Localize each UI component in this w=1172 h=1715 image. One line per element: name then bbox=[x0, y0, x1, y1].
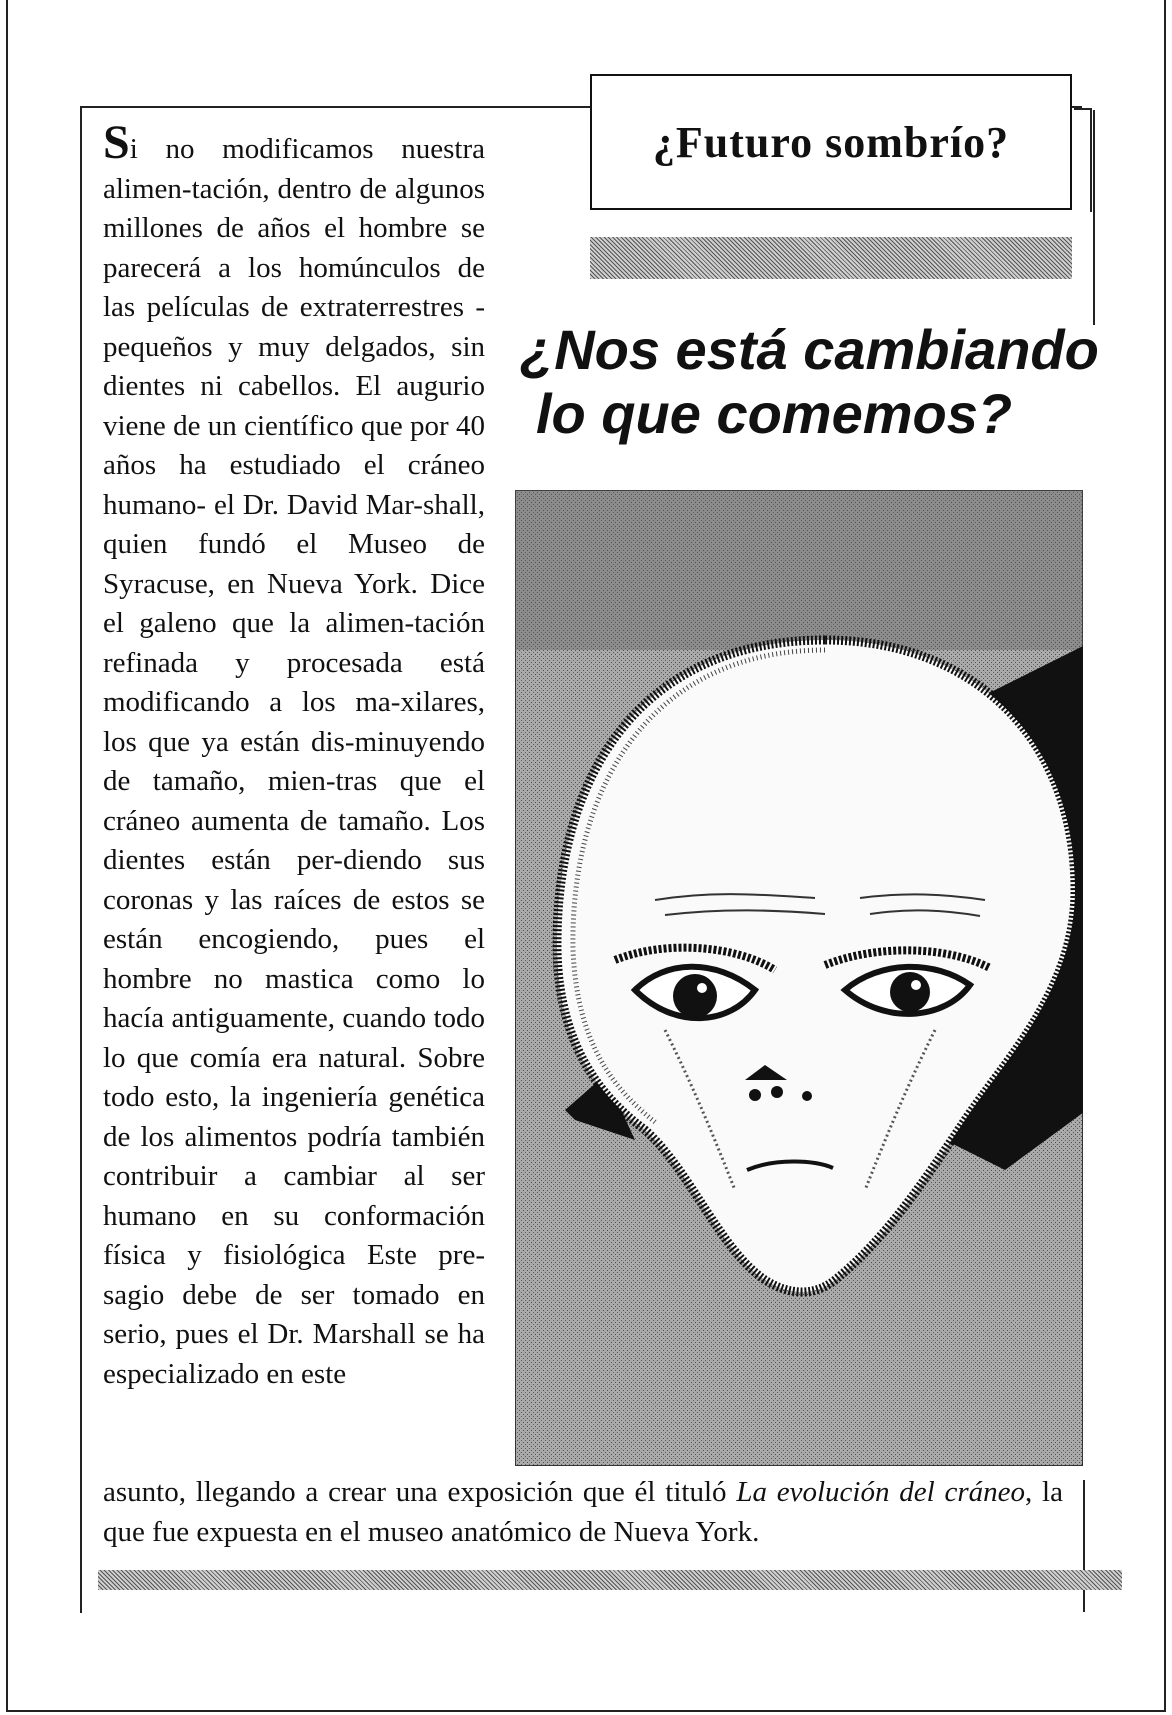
frame-rule bbox=[1093, 110, 1095, 325]
kicker-title: ¿Futuro sombrío? bbox=[652, 117, 1010, 167]
drop-cap: S bbox=[103, 116, 130, 169]
hatched-divider-bottom bbox=[98, 1570, 1122, 1590]
headline-line-1: ¿Nos está cambiando bbox=[520, 318, 1099, 381]
exhibition-title: La evolución del cráneo bbox=[736, 1476, 1026, 1508]
frame-rule bbox=[1083, 1480, 1085, 1612]
article-tail-text-end: , la que fue expuesta en el museo anatómico de Nueva York. bbox=[103, 1476, 1063, 1548]
headline-line-2: lo que comemos? bbox=[536, 382, 1013, 445]
hatched-divider bbox=[590, 237, 1072, 279]
title-box-shadow bbox=[1074, 108, 1092, 212]
alien-head-icon bbox=[515, 490, 1083, 1466]
article-body-text: i no modificamos nuestra alimen-tación, dentro de algunos millones de años el hombre se parecerá a los homúnculos de las películas de extraterrestres - pequeños y muy delgados, sin dientes ni cabellos. El augurio viene de un científico que por 40 años ha estudiado el cráneo humano- el Dr. David Mar-shall, quien fundó el Museo de Syracuse, en Nueva York. Dice el galeno que la alimen-tación refinada y procesada está modificando a los ma-xilares, los que ya están dis-minuyendo de tamaño, mien-tras que el cráneo aumenta de tamaño. Los dientes están per-diendo sus coronas y las raíces de estos se están encogiendo, pues el hombre no mastica como lo hacía antiguamente, cuando todo lo que comía era natural. Sobre todo esto, la ingeniería genética de los alimentos podría también contribuir a cambiar al ser humano en su conformación física y fisiológica Este pre-sagio debe de ser tomado en serio, pues el Dr. Marshall se ha especializado en este bbox=[103, 133, 485, 1390]
article-body-column bbox=[103, 116, 485, 1394]
alien-head-illustration bbox=[515, 490, 1083, 1466]
headline bbox=[520, 318, 1140, 446]
kicker-box bbox=[590, 74, 1072, 210]
article-body-tail bbox=[103, 1473, 1063, 1552]
article-tail-text: asunto, llegando a crear una exposición que él tituló bbox=[103, 1476, 737, 1508]
